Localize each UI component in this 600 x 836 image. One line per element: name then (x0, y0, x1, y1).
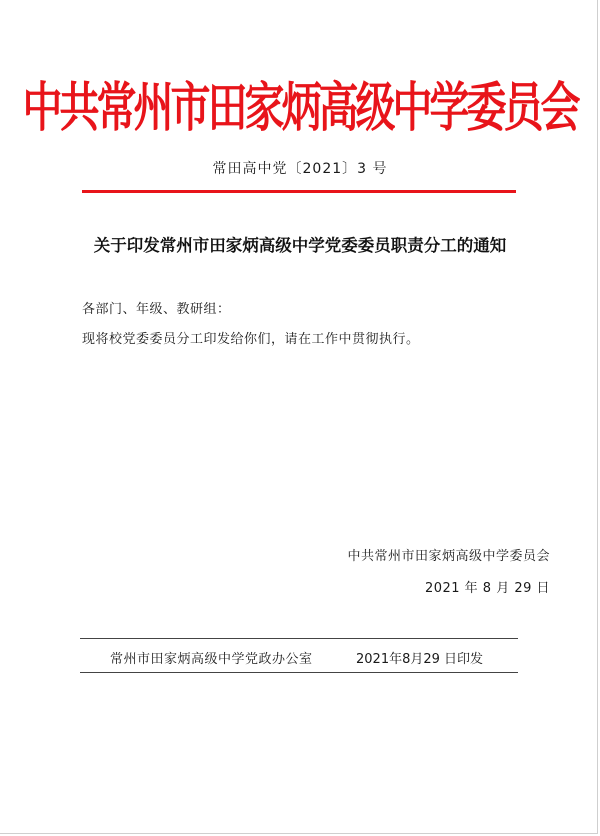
body-paragraph: 现将校党委委员分工印发给你们，请在工作中贯彻执行。 (82, 332, 420, 347)
footer-issuing-office: 常州市田家炳高级中学党政办公室 (110, 652, 313, 667)
document-number: 常田高中党〔2021〕3 号 (212, 161, 388, 177)
salutation: 各部门、年级、教研组： (82, 302, 231, 317)
footer-print-date: 2021年8月29 日印发 (356, 652, 484, 667)
notice-title: 关于印发常州市田家炳高级中学党委委员职责分工的通知 (93, 236, 507, 255)
signature-date: 2021 年 8 月 29 日 (424, 581, 550, 596)
footer-top-divider (80, 638, 518, 639)
header-red-divider (82, 190, 516, 193)
footer-bottom-divider (80, 672, 518, 673)
signature-organization: 中共常州市田家炳高级中学委员会 (347, 549, 550, 564)
document-header-title: 中共常州市田家炳高级中学委员会 (22, 76, 578, 139)
